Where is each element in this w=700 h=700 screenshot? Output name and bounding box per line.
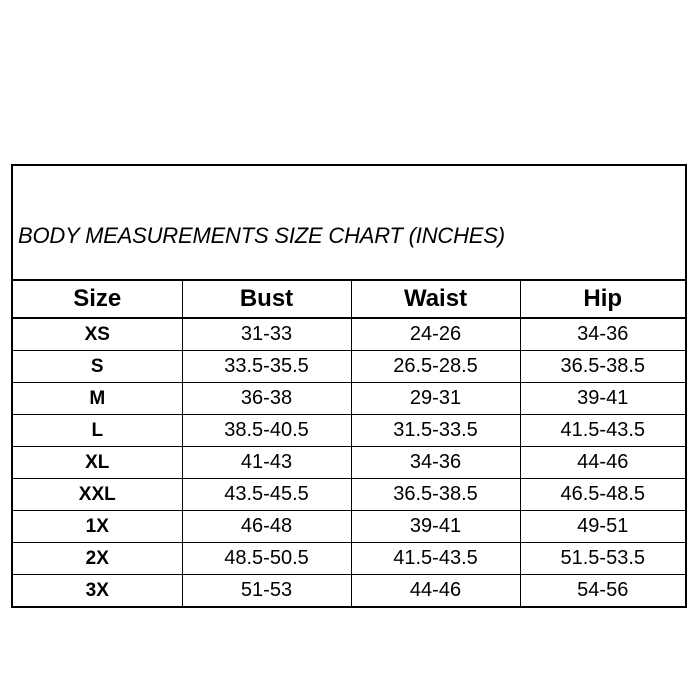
hip-cell: 46.5-48.5 (520, 479, 685, 511)
size-cell: S (13, 351, 182, 383)
column-header-size: Size (13, 281, 182, 318)
waist-cell: 39-41 (351, 511, 520, 543)
column-header-bust: Bust (182, 281, 351, 318)
hip-cell: 49-51 (520, 511, 685, 543)
hip-cell: 41.5-43.5 (520, 415, 685, 447)
waist-cell: 29-31 (351, 383, 520, 415)
column-header-hip: Hip (520, 281, 685, 318)
waist-cell: 44-46 (351, 575, 520, 607)
hip-cell: 54-56 (520, 575, 685, 607)
table-row (13, 415, 685, 447)
table-row (13, 479, 685, 511)
bust-cell: 38.5-40.5 (182, 415, 351, 447)
size-cell: L (13, 415, 182, 447)
hip-cell: 36.5-38.5 (520, 351, 685, 383)
table-row (13, 511, 685, 543)
waist-cell: 24-26 (351, 318, 520, 351)
table-row (13, 351, 685, 383)
size-table (13, 281, 685, 606)
waist-cell: 34-36 (351, 447, 520, 479)
bust-cell: 46-48 (182, 511, 351, 543)
bust-cell: 33.5-35.5 (182, 351, 351, 383)
hip-cell: 34-36 (520, 318, 685, 351)
header-row (13, 281, 685, 318)
hip-cell: 44-46 (520, 447, 685, 479)
hip-cell: 51.5-53.5 (520, 543, 685, 575)
bust-cell: 36-38 (182, 383, 351, 415)
size-chart (11, 164, 687, 608)
table-row (13, 318, 685, 351)
size-cell: XXL (13, 479, 182, 511)
size-cell: M (13, 383, 182, 415)
table-row (13, 447, 685, 479)
size-cell: XS (13, 318, 182, 351)
waist-cell: 26.5-28.5 (351, 351, 520, 383)
bust-cell: 31-33 (182, 318, 351, 351)
bust-cell: 48.5-50.5 (182, 543, 351, 575)
chart-title: BODY MEASUREMENTS SIZE CHART (INCHES) (18, 223, 505, 248)
bust-cell: 43.5-45.5 (182, 479, 351, 511)
size-cell: 1X (13, 511, 182, 543)
chart-title-cell (13, 166, 685, 281)
bust-cell: 41-43 (182, 447, 351, 479)
size-cell: 3X (13, 575, 182, 607)
bust-cell: 51-53 (182, 575, 351, 607)
size-cell: XL (13, 447, 182, 479)
waist-cell: 36.5-38.5 (351, 479, 520, 511)
size-cell: 2X (13, 543, 182, 575)
waist-cell: 31.5-33.5 (351, 415, 520, 447)
table-row (13, 543, 685, 575)
table-row (13, 383, 685, 415)
table-row (13, 575, 685, 607)
hip-cell: 39-41 (520, 383, 685, 415)
waist-cell: 41.5-43.5 (351, 543, 520, 575)
column-header-waist: Waist (351, 281, 520, 318)
